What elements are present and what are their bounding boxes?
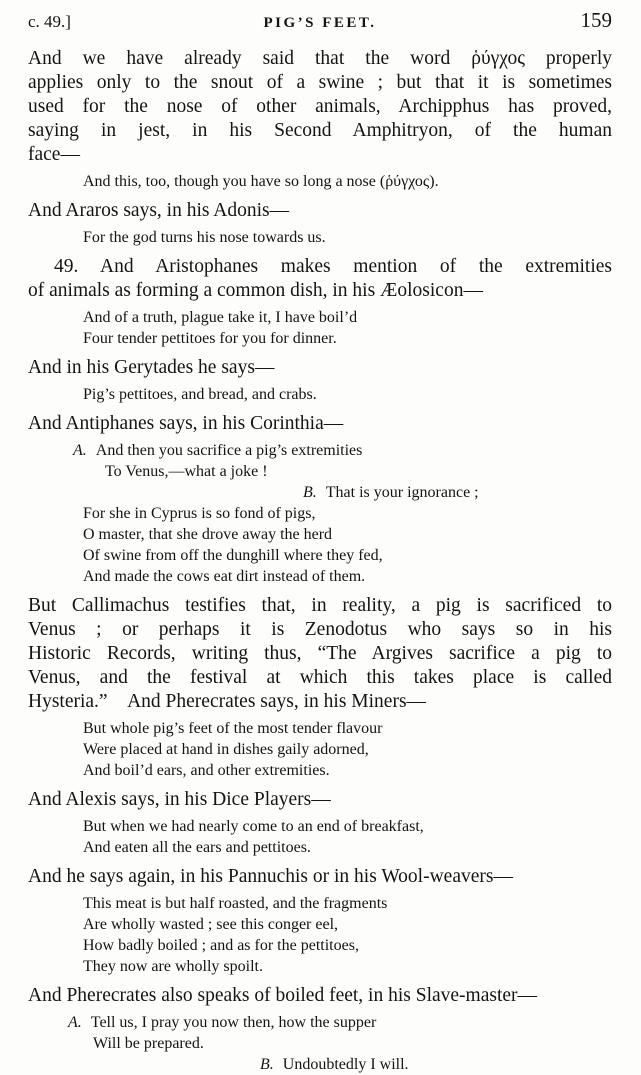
- text-line: And Antiphanes says, in his Corinthia—: [28, 413, 344, 434]
- verse-line: For she in Cyprus is so fond of pigs,: [83, 505, 316, 522]
- verse-line: And this, too, though you have so long a nose (ῥύγχος).: [83, 173, 439, 190]
- verse-line: How badly boiled ; and as for the pettitoes,: [83, 937, 359, 954]
- verse-text: Tell us, I pray you now then, how the supper: [90, 1014, 377, 1031]
- text-line: And Pherecrates also speaks of boiled feet, in his Slave-master—: [28, 985, 538, 1006]
- page-number: 159: [580, 8, 612, 32]
- verse-line: [28, 482, 612, 503]
- text-line: And we have already said that the word ῥύγχος properly: [28, 48, 612, 69]
- verse-line: [28, 1054, 612, 1075]
- verse-line: O master, that she drove away the herd: [83, 526, 333, 543]
- verse-text: Undoubtedly I will.: [282, 1056, 409, 1073]
- paragraph: [28, 356, 612, 380]
- paragraph: [28, 255, 612, 303]
- verse-quote: [28, 893, 612, 977]
- verse-quote: [28, 816, 612, 858]
- text-line: applies only to the snout of a swine ; but that it is sometimes: [28, 72, 612, 93]
- verse-line: Were placed at hand in dishes gaily adorned,: [83, 741, 369, 758]
- verse-line: And eaten all the ears and pettitoes.: [83, 839, 311, 856]
- verse-line: To Venus,—what a joke !: [105, 463, 268, 480]
- paragraph: [28, 788, 612, 812]
- text-line: 49. And Aristophanes makes mention of the extremities: [54, 256, 612, 277]
- speaker-label: B.: [303, 484, 317, 501]
- verse-line: [28, 1012, 612, 1033]
- paragraph: [28, 984, 612, 1008]
- verse-line: For the god turns his nose towards us.: [83, 229, 326, 246]
- verse-line: And made the cows eat dirt instead of them.: [83, 568, 366, 585]
- verse-line: Pig’s pettitoes, and bread, and crabs.: [83, 386, 317, 403]
- running-title: PIG’S FEET.: [263, 15, 377, 31]
- text-line: used for the nose of other animals, Archipphus has proved,: [28, 96, 612, 117]
- verse-quote: [28, 384, 612, 405]
- chapter-marker: c. 49.]: [28, 12, 71, 31]
- verse-line: Will be prepared.: [93, 1035, 204, 1052]
- verse-quote-dialogue: [28, 1012, 612, 1075]
- text-line: And Alexis says, in his Dice Players—: [28, 789, 331, 810]
- paragraph: [28, 412, 612, 436]
- verse-quote: [28, 307, 612, 349]
- speaker-label: A.: [73, 442, 87, 459]
- paragraph: [28, 199, 612, 223]
- text-line: Venus ; or perhaps it is Zenodotus who says so in his: [28, 619, 612, 640]
- verse-line: But whole pig’s feet of the most tender flavour: [83, 720, 383, 737]
- verse-line: Four tender pettitoes for you for dinner.: [83, 330, 337, 347]
- paragraph: [28, 865, 612, 889]
- verse-quote-dialogue: [28, 440, 612, 587]
- verse-quote: [28, 227, 612, 248]
- text-line: face—: [28, 144, 80, 165]
- speaker-label: B.: [260, 1056, 274, 1073]
- text-line: And in his Gerytades he says—: [28, 357, 275, 378]
- text-line: And he says again, in his Pannuchis or in his Wool-weavers—: [28, 866, 513, 887]
- verse-line: But when we had nearly come to an end of breakfast,: [83, 818, 424, 835]
- text-line: And Araros says, in his Adonis—: [28, 200, 290, 221]
- text-line: Venus, and the festival at which this takes place is called: [28, 667, 612, 688]
- text-line: saying in jest, in his Second Amphitryon, of the human: [28, 120, 612, 141]
- paragraph: [28, 47, 612, 167]
- text-line: But Callimachus testifies that, in reality, a pig is sacrificed to: [28, 595, 612, 616]
- speaker-label: A.: [68, 1014, 82, 1031]
- verse-line: Of swine from off the dunghill where they fed,: [83, 547, 383, 564]
- verse-line: This meat is but half roasted, and the fragments: [83, 895, 388, 912]
- verse-line: [28, 440, 612, 461]
- text-line: Historic Records, writing thus, “The Argives sacrifice a pig to: [28, 643, 612, 664]
- verse-line: Are wholly wasted ; see this conger eel,: [83, 916, 339, 933]
- paragraph: [28, 594, 612, 714]
- verse-line: And of a truth, plague take it, I have boil’d: [83, 309, 358, 326]
- verse-text: That is your ignorance ;: [325, 484, 479, 501]
- verse-line: And boil’d ears, and other extremities.: [83, 762, 330, 779]
- page-header: [28, 8, 612, 33]
- verse-quote: [28, 171, 612, 192]
- text-line: of animals as forming a common dish, in his Æolosicon—: [28, 280, 483, 301]
- verse-text: And then you sacrifice a pig’s extremities: [95, 442, 363, 459]
- verse-line: They now are wholly spoilt.: [83, 958, 263, 975]
- text-line: Hysteria.” And Pherecrates says, in his Miners—: [28, 691, 427, 712]
- verse-quote: [28, 718, 612, 781]
